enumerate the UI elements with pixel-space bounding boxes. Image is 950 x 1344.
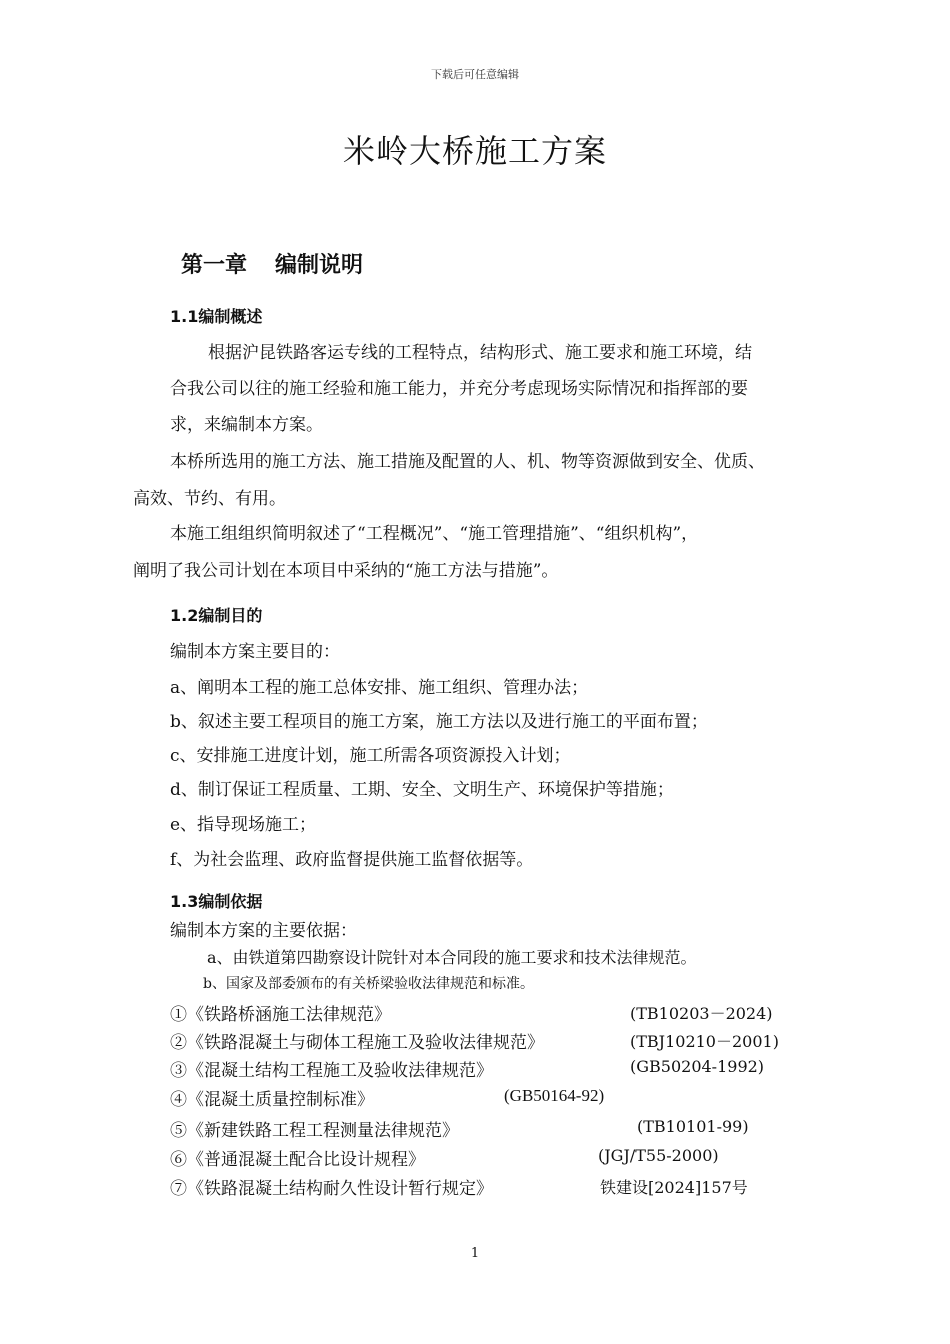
paragraph-line: 合我公司以往的施工经验和施工能力，并充分考虑现场实际情况和指挥部的要: [170, 379, 748, 399]
reference-name: ⑦《铁路混凝土结构耐久性设计暂行规定》: [170, 1179, 493, 1199]
list-item: f、为社会监理、政府监督提供施工监督依据等。: [170, 850, 534, 870]
section-intro: 编制本方案主要目的：: [170, 642, 340, 662]
chapter-number: 第一章: [181, 253, 248, 278]
reference-code: (GB50164-92): [504, 1086, 605, 1105]
section-1-2-heading: 1.2编制目的: [170, 606, 263, 625]
chapter-name: 编制说明: [275, 253, 364, 278]
reference-code: (JGJ/T55-2000): [598, 1146, 719, 1165]
list-item: b、叙述主要工程项目的施工方案，施工方法以及进行施工的平面布置；: [170, 712, 708, 732]
reference-code: 铁建设[2024]157号: [600, 1178, 748, 1197]
list-item: c、安排施工进度计划，施工所需各项资源投入计划；: [170, 746, 571, 766]
paragraph-line: 本桥所选用的施工方法、施工措施及配置的人、机、物等资源做到安全、优质、: [170, 452, 765, 472]
basis-item-a: a、由铁道第四勘察设计院针对本合同段的施工要求和技术法律规范。: [207, 948, 697, 967]
page-header: 下载后可任意编辑: [431, 68, 519, 81]
reference-name: ④《混凝土质量控制标准》: [170, 1090, 374, 1110]
reference-code: (TB10203－2024): [630, 1004, 773, 1023]
paragraph-line: 高效、节约、有用。: [133, 489, 286, 509]
list-item: e、指导现场施工；: [170, 815, 317, 835]
reference-code: (TB10101-99): [637, 1117, 749, 1136]
reference-code: (TBJ10210－2001): [630, 1032, 779, 1051]
reference-name: ②《铁路混凝土与砌体工程施工及验收法律规范》: [170, 1033, 544, 1053]
reference-name: ⑥《普通混凝土配合比设计规程》: [170, 1150, 425, 1170]
page-number: 1: [470, 1246, 480, 1261]
paragraph-line: 求，来编制本方案。: [170, 415, 323, 435]
paragraph-line: 阐明了我公司计划在本项目中采纳的“施工方法与措施”。: [133, 561, 559, 581]
reference-name: ①《铁路桥涵施工法律规范》: [170, 1005, 391, 1025]
list-item: a、阐明本工程的施工总体安排、施工组织、管理办法；: [170, 678, 589, 698]
basis-item-b: b、国家及部委颁布的有关桥梁验收法律规范和标准。: [203, 976, 534, 992]
section-1-1-heading: 1.1编制概述: [170, 307, 263, 326]
section-intro: 编制本方案的主要依据：: [170, 921, 357, 941]
reference-code: (GB50204-1992): [630, 1057, 765, 1076]
paragraph-line: 根据沪昆铁路客运专线的工程特点，结构形式、施工要求和施工环境，结: [208, 343, 752, 363]
section-1-3-heading: 1.3编制依据: [170, 892, 263, 911]
reference-name: ③《混凝土结构工程施工及验收法律规范》: [170, 1061, 493, 1081]
reference-name: ⑤《新建铁路工程工程测量法律规范》: [170, 1121, 459, 1141]
document-title: 米岭大桥施工方案: [342, 132, 607, 170]
list-item: d、制订保证工程质量、工期、安全、文明生产、环境保护等措施；: [170, 780, 674, 800]
paragraph-line: 本施工组组织简明叙述了“工程概况”、“施工管理措施”、“组织机构”，: [170, 524, 699, 544]
chapter-heading: [181, 248, 363, 279]
